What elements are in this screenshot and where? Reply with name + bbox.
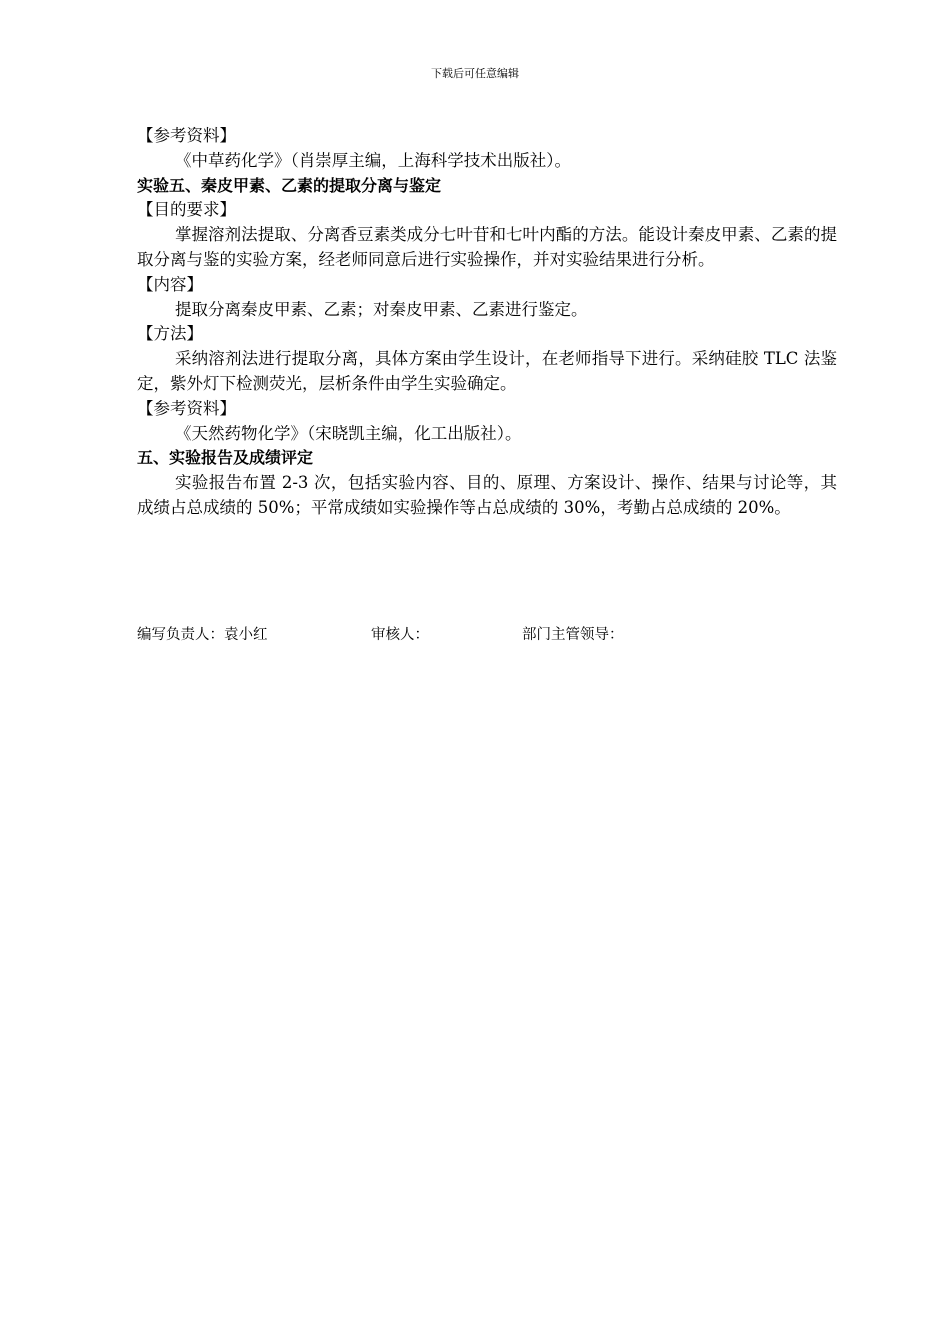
goal-paragraph: 掌握溶剂法提取、分离香豆素类成分七叶苷和七叶内酯的方法。能设计秦皮甲素、乙素的提取分离与鉴的实验方案，经老师同意后进行实验操作，并对实验结果进行分析。 (137, 225, 837, 269)
report-paragraph: 实验报告布置 2-3 次，包括实验内容、目的、原理、方案设计、操作、结果与讨论等，其成绩占总成绩的 50%；平常成绩如实验操作等占总成绩的 30%，考勤占总成绩的 20%。 (137, 473, 837, 517)
content-text: 提取分离秦皮甲素、乙素；对秦皮甲素、乙素进行鉴定。 (174, 299, 588, 319)
method-paragraph: 采纳溶剂法进行提取分离，具体方案由学生设计，在老师指导下进行。采纳硅胶 TLC 法鉴定，紫外灯下检测荧光，层析条件由学生实验确定。 (137, 349, 837, 393)
goal-label: 【目的要求】 (137, 200, 236, 220)
reference-label-1: 【参考资料】 (137, 126, 236, 145)
document-body (137, 124, 837, 521)
method-label: 【方法】 (137, 324, 203, 344)
content-label: 【内容】 (137, 274, 203, 294)
reference-label-2: 【参考资料】 (137, 398, 236, 418)
page-header-note: 下载后可任意编辑 (431, 67, 519, 80)
reference-text-1: 《中草药化学》（肖崇厚主编，上海科学技术出版社）。 (174, 150, 571, 170)
dept-leader-signature: 部门主管领导： (522, 627, 624, 643)
experiment-5-title: 实验五、秦皮甲素、乙素的提取分离与鉴定 (137, 175, 442, 195)
report-section-title: 五、实验报告及成绩评定 (137, 448, 314, 468)
author-signature: 编写负责人：袁小红 (137, 627, 268, 643)
reviewer-signature: 审核人： (371, 627, 429, 643)
reference-text-2: 《天然药物化学》（宋晓凯主编，化工出版社）。 (174, 423, 522, 443)
